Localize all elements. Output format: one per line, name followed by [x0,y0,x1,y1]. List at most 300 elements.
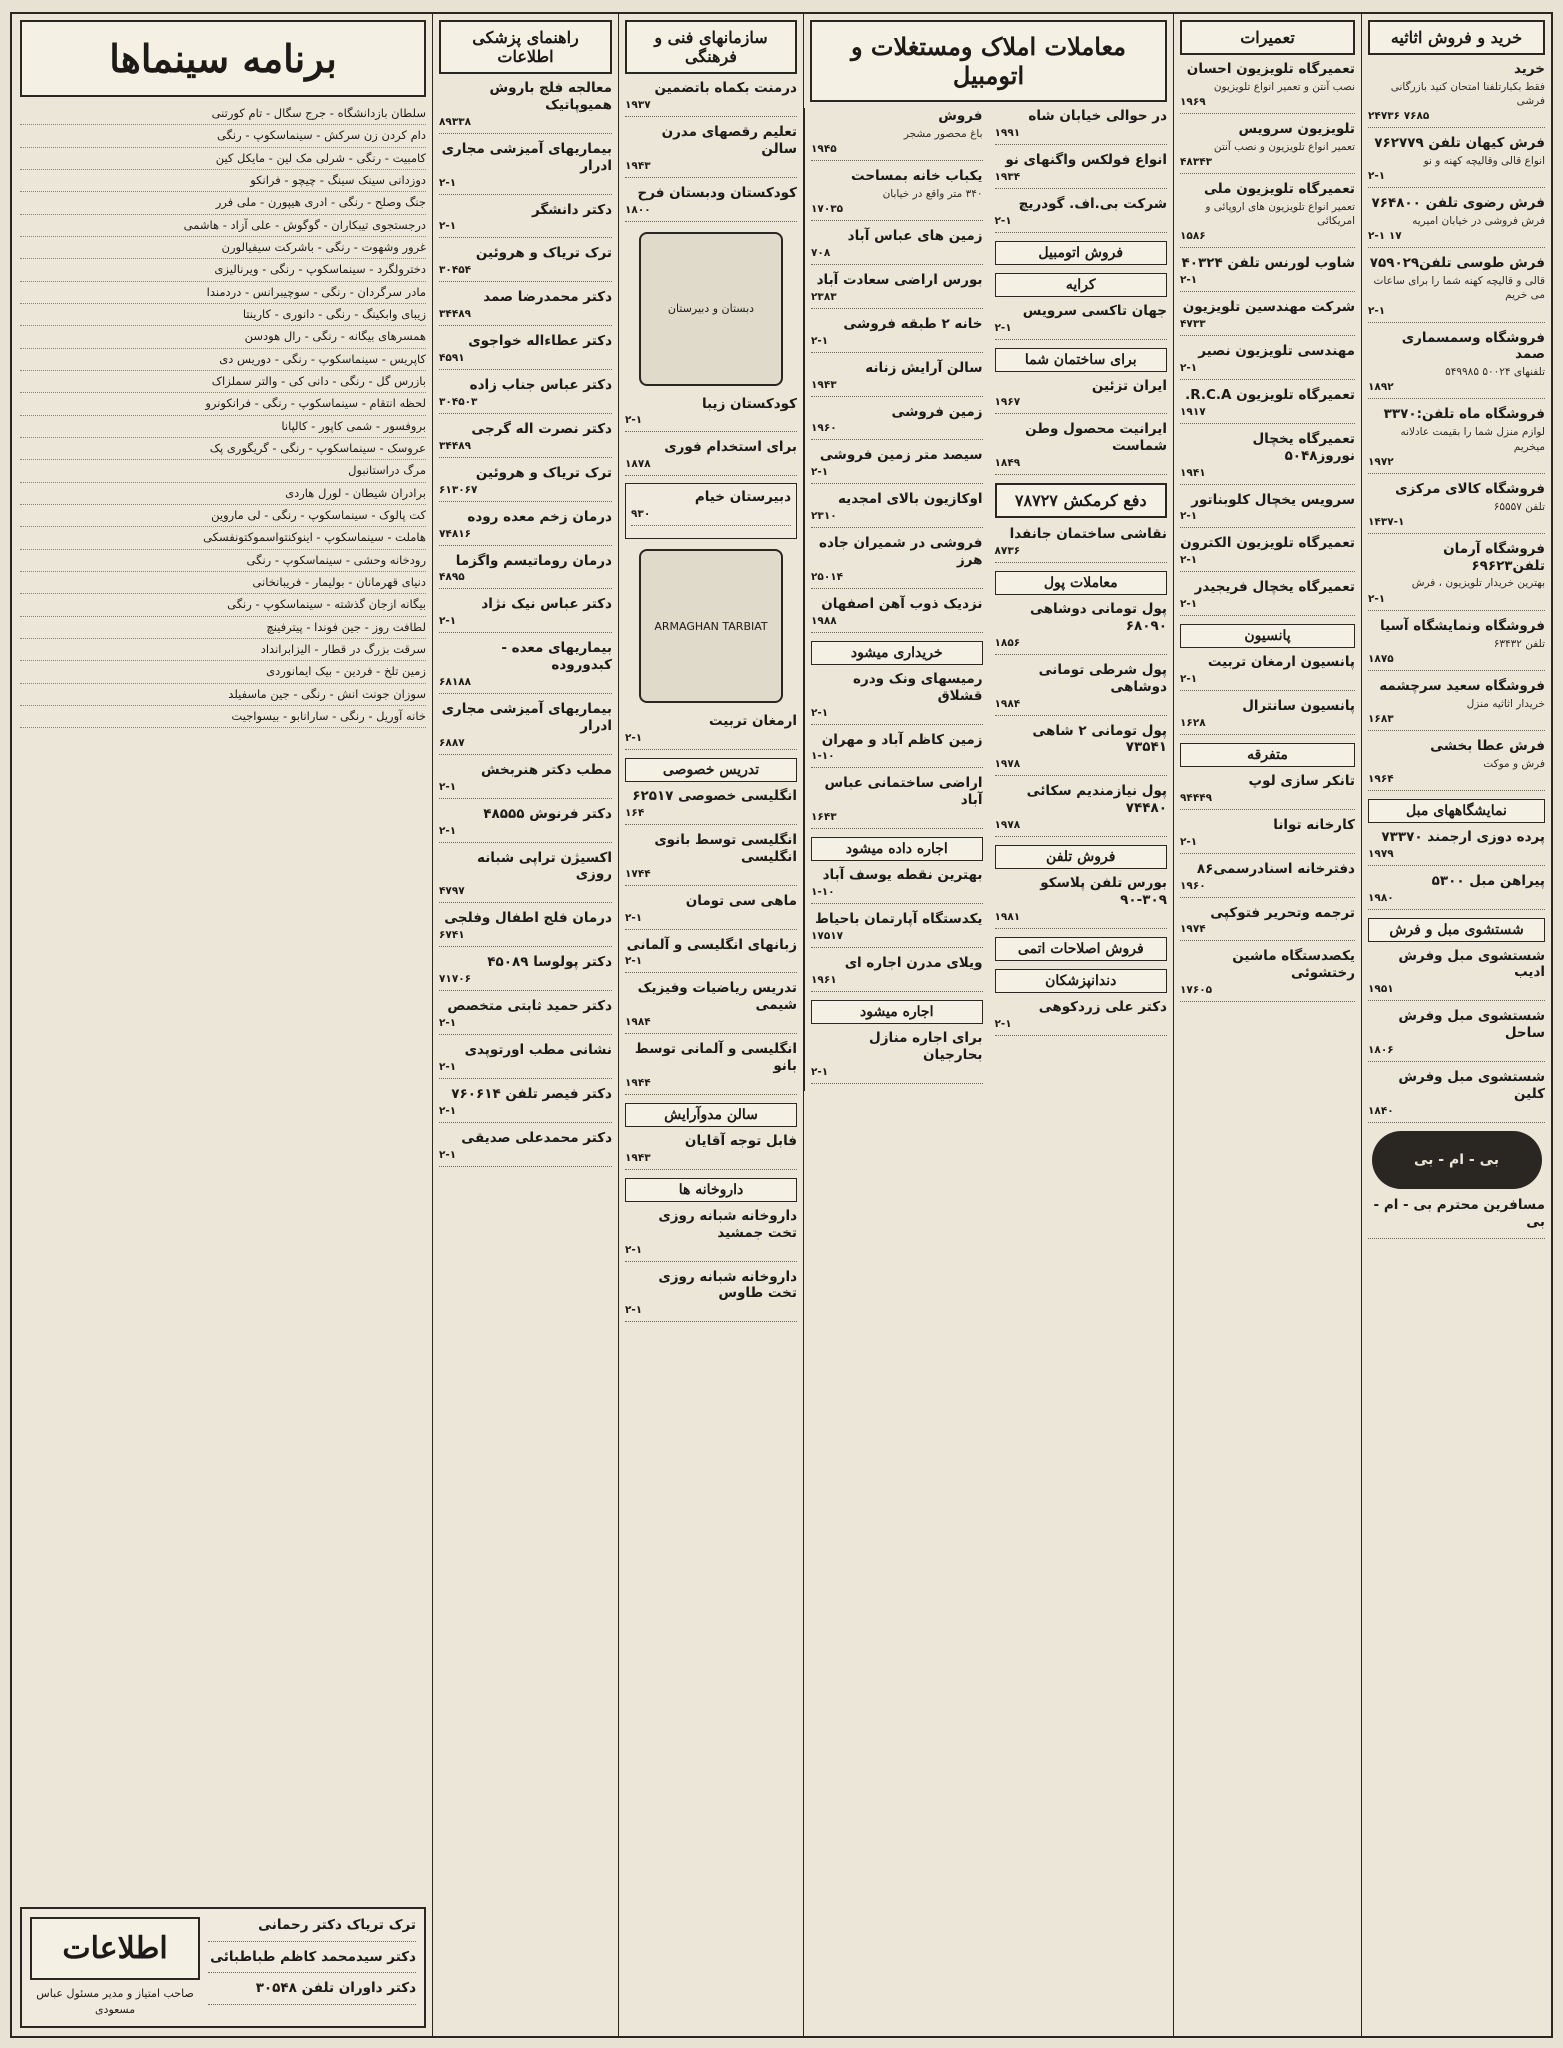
classified-ad [811,1030,983,1084]
classified-ad [625,832,797,886]
ad-title: پرده دوزی ارجمند ۷۳۳۷۰ [1381,828,1545,845]
ad-title: تعمیرگاه تلویزیون احسان [1186,61,1355,77]
ad-title: بیماریهای آمیزشی مجاری ادرار [441,140,612,174]
col1-sub2: شستشوی مبل و فرش [1368,918,1545,942]
ad-body: تلفن ۶۵۵۵۷ [1493,500,1545,513]
ad-code: ۲-۱ [1180,598,1198,611]
ad-code: ۱۹۸۸ [811,614,837,627]
col4-sub1: کرایه [995,273,1168,297]
classified-ad [625,124,797,178]
ad-code: ۱۶۸۳ [1368,712,1394,725]
classified-ad [995,662,1168,716]
ad-title: دکتر دانشگر [532,201,612,218]
ad-title: تعمیرگاه یخچال فریجیدر [1194,579,1355,596]
ad-code: ۱۹۷۴ [1180,923,1206,936]
ad-title: فرش رضوی تلفن ۷۶۴۸۰۰ [1371,195,1545,212]
ad-code: ۲-۱ [994,214,1012,227]
ad-code: ۱۸۴۰ [1368,1104,1394,1117]
ad-body: قالی و قالیچه کهنه شما را برای ساعات می خریم [1373,275,1545,302]
ad-title: رمیسهای ونک ودره قشلاق [853,670,983,704]
ad-code: ۲-۱ [625,1243,643,1256]
classified-ad [995,875,1168,929]
ad-code: ۴۷۹۷ [439,885,465,898]
classified-ad [439,80,612,134]
ad-code: ۲-۱ [439,220,457,233]
newspaper-page [10,12,1553,2038]
ad-code: ۱۹۸۰ [1368,891,1394,904]
ad-title: داروخانه شبانه روزی تخت جمشید [658,1207,797,1241]
col5-sub2: سالن مدوآرایش [625,1103,797,1127]
col4-sub2: برای ساختمان شما [995,348,1168,372]
ad-code: ۳۴۴۸۹ [439,308,472,321]
ad-title: سالن آرایش زنانه [865,359,983,376]
ad-title: فروشگاه آرمان تلفن۶۹۶۲۳ [1443,540,1545,574]
ad-code: ۲-۱ [625,732,643,744]
ad-code: ۲-۱ [994,1017,1012,1030]
classified-ad [1368,330,1545,400]
ad-title: دکتر حمید ثابتی متخصص [447,998,612,1014]
ad-code: ۲-۱ [1180,673,1198,686]
col4-sub5: فروش اصلاحات اتمی [995,937,1168,961]
ad-title: دکتر پولوسا ۴۵۰۸۹ [487,954,612,971]
ad-code: ۳۰۴۵۰۳ [439,395,478,408]
ad-code: ۱۶۴ [625,806,645,819]
cinema-entry: دام کردن زن سرکش - سینماسکوپ - رنگی [20,125,426,147]
classified-ad [1368,873,1545,910]
col-cinemas [14,14,432,2036]
ad-title: بورس تلفن پلاسکو ۳۰۹-۹۰ [1040,875,1167,908]
ad-code: ۲-۱ [1180,835,1198,848]
ad-title: شرکت بی.اف. گودریچ [1018,195,1167,212]
ad-code: ۱۸۰۶ [1368,1044,1394,1057]
classified-ad [811,955,983,992]
ad-title: دکتر عباس نیک نژاد [481,596,612,613]
ad-title: دکتر فرنوش ۴۸۵۵۵ [483,805,612,822]
ad-title: اراضی ساختمانی عباس آباد [824,775,983,809]
classified-ad [995,152,1168,189]
ad-code: ۳۰۴۵۴ [439,264,472,277]
ad-title: برای اجاره منازل بحارجیان [869,1029,983,1063]
ad-title: معالجه فلج باروش همیوپاتیک [489,80,612,113]
classified-ad [625,80,797,117]
col4-sub6: دندانپزشکان [995,969,1168,993]
ad-title: دکتر نصرت اله گرجی [471,420,612,437]
ad-body: ۳۴۰ متر واقع در خیابان [882,187,983,200]
classified-ad [439,141,612,195]
ad-title: دفترخانه اسنادرسمی۸۶ [1196,860,1355,877]
ad-title: خرید [1514,61,1545,77]
cinema-entry: دخترولگرد - سینماسکوپ - رنگی - ویرنالیزی [20,259,426,281]
classified-ad [439,333,612,370]
ad-code: ۹۴۴۴۹ [1180,791,1213,804]
ad-body: فرش و موکت [1483,757,1545,770]
ad-code: ۲-۱ [1180,274,1198,287]
col2-header: تعمیرات [1180,20,1355,55]
col1-foot-text: مسافرین محترم بی - ام - بی [1373,1196,1545,1230]
ad-title: پول شرطی تومانی دوشاهی [1038,661,1167,695]
classified-ad [995,303,1168,340]
classified-ad [439,553,612,590]
col3 [804,108,989,1091]
ad-title: ترجمه وتحریر فتوکپی [1210,904,1355,921]
ad-code: ۶۱۳۰۶۷ [439,483,478,496]
classified-ad [811,491,983,528]
classified-ad [1180,299,1355,336]
classified-ad [625,1208,797,1262]
classified-ad [1180,431,1355,485]
ad-title: درمان زخم معده روده [467,508,612,525]
ad-title: برای استخدام فوری [664,439,797,456]
classified-ad [439,245,612,282]
ad-code: ۱۹۴۵ [811,143,837,156]
cinema-entry: رودخانه وحشی - سینماسکوپ - رنگی [20,550,426,572]
ad-code: ۴۷۳۳ [1180,318,1206,331]
ad-code: ۲-۱ [1368,304,1386,317]
classified-ad [811,867,983,904]
ad-title: کودکستان زیبا [701,395,797,412]
ad-code: ۲۵۰۱۴ [811,570,844,583]
ad-code: ۱-۱۰ [811,750,835,763]
ad-body: انواع قالی وقالیچه کهنه و نو [1423,155,1545,168]
ad-title: دکتر فیصر تلفن ۷۶۰۶۱۴ [451,1085,612,1102]
ad-title: شستشوی مبل وفرش ادیب [1398,947,1545,981]
ad-code: ۲-۱ [625,955,643,968]
col-repairs [1173,14,1361,2036]
classified-ad [995,723,1168,777]
classified-ad [811,360,983,397]
ad-code: ۶۷۴۱ [439,929,465,942]
col3-sub2: اجاره داده میشود [811,837,983,861]
col2-sub1: پانسیون [1180,624,1355,648]
ad-title: بهترین نقطه یوسف آباد [822,867,983,884]
ad-title: انگلیسی توسط بانوی انگلیسی [654,831,797,865]
ad-title: ویلای مدرن اجاره ای [844,954,983,971]
classified-ad [1180,579,1355,616]
classified-ad [1180,121,1355,174]
ad-title: داروخانه شبانه روزی تخت طاوس [658,1268,797,1302]
ad-title: فروش [938,108,983,124]
cinema-entry: همسرهای بیگانه - رنگی - رال هودسن [20,326,426,348]
classified-ad [811,535,983,589]
pest-control-banner: دفع کرمکش ۷۸۷۲۷ [995,483,1168,518]
ad-code: ۱۹۶۴ [1368,772,1394,785]
ad-title: فروشگاه کالای مرکزی [1395,480,1545,497]
ad-title: درمان فلج اطفال وفلجی [444,910,612,927]
ad-title: درمان روماتیسم واگزما [455,552,612,569]
col7-box1: ترک تریاک دکتر رحمانی [208,1917,416,1942]
classified-ad [1180,817,1355,854]
ad-code: ۲-۱ [439,1104,457,1117]
ad-title: تعمیرگاه تلویزیون R.C.A. [1185,386,1355,403]
ad-title: پول تومانی دوشاهی ۶۸۰۹۰ [1029,601,1167,634]
col7-box3: دکتر داوران تلفن ۳۰۵۴۸ [208,1980,416,2005]
ad-code: ۲-۱ [1180,554,1198,567]
classified-ad [1180,861,1355,898]
ad-title: تعمیرگاه تلویزیون الکترون [1180,535,1355,552]
ad-code: ۱۹۴۳ [811,378,837,391]
ad-code: ۱۹۶۷ [994,396,1021,409]
ad-code: ۹۳۰ [631,508,651,521]
ad-code: ۲-۱ [439,1016,457,1029]
ad-title: انگلیسی و آلمانی توسط بانو [634,1041,797,1074]
ad-code: ۲-۱ [439,615,457,628]
classified-ad [1180,492,1355,529]
classified-ad [1368,481,1545,534]
ad-body: باغ محصور مشجر [903,127,983,140]
cinema-entry: سلطان بازدانشگاه - جرج سگال - تام کورتنی [20,103,426,125]
col5-box [625,483,797,539]
ad-title: زبانهای انگلیسی و آلمانی [626,936,797,953]
ad-title: دکتر محمدرضا صمد [483,289,612,306]
ad-title: درمنت بکماه باتضمین [654,80,797,96]
ad-code: ۲۴۷۳۶ ۷۶۸۵ [1368,110,1430,123]
ad-title: تدریس ریاضیات وفیزیک شیمی [637,980,797,1014]
classified-ad [1180,535,1355,572]
ad-code: ۱۹۶۱ [811,973,837,986]
ad-title: شستشوی مبل وفرش ساحل [1398,1008,1545,1042]
classified-ad [625,1269,797,1323]
classified-ad [625,713,797,750]
classified-ad [1180,181,1355,248]
ad-title: فروشگاه ونمایشگاه آسیا [1380,617,1545,634]
col1-sub1: نمایشگاههای مبل [1368,799,1545,823]
ad-body: تعمیر انواع تلویزیون های اروپائی و امریکائی [1205,200,1355,228]
classified-ad [625,893,797,930]
ad-title: سیصد متر زمین فروشی [819,447,983,464]
ad-code: ۱۹۴۱ [1180,466,1206,479]
ad-title: نزدیک ذوب آهن اصفهان [821,595,983,612]
ad-title: پانسیون سانترال [1242,698,1355,715]
ad-body: تلفن ۶۳۴۳۲ [1493,637,1545,650]
cinema-entry: خانه آوریل - رنگی - سارانابو - بیسواجیت [20,706,426,728]
ad-title: فروشگاه وسمسماری صمد [1401,329,1545,363]
ad-title: فروشگاه ماه تلفن:۳۳۷۰ [1383,406,1545,423]
ad-title: پیراهن مبل ۵۳۰۰ [1431,872,1545,889]
ad-code: ۱۵۸۶ [1180,230,1206,243]
cinema-entry: دوزدانی سینک سینگ - چیچو - فرانکو [20,170,426,192]
ad-code: ۴۸۹۵ [439,571,465,584]
col-realestate-wrap [803,14,1173,2036]
ad-code: ۱۹۸۴ [625,1016,651,1029]
ad-code: ۲-۱ [625,414,643,427]
ad-code: ۱۹۴۳ [625,159,651,172]
classified-ad [811,596,983,633]
col5-sub1: تدریس خصوصی [625,758,797,782]
cinema-entry: دنیای قهرمانان - بولیمار - فریبانخانی [20,572,426,594]
ad-code: ۶۸۸۷ [439,736,465,749]
ad-code: ۸۷۳۶ [994,545,1021,557]
classified-ad [995,999,1168,1036]
classified-ad [995,378,1168,415]
col6-header: راهنمای پزشکی اطلاعات [439,20,612,74]
ad-title: فروشگاه سعید سرچشمه [1379,677,1545,694]
ad-body: نصب آنتن و تعمیر انواع تلویزیون [1213,80,1355,93]
col5-sub3: داروخانه ها [625,1178,797,1202]
ad-title: تعمیرگاه تلویزیون ملی [1203,181,1355,198]
classified-ad [811,732,983,769]
classified-ad [1368,829,1545,866]
ad-title: ارمغان تربیت [708,713,797,730]
ad-code: ۸۹۳۳۸ [439,115,472,128]
cinema-entry: بازرس گل - رنگی - دانی کی - والتر سملزاک [20,371,426,393]
publisher-text: صاحب امتیاز و مدیر مسئول عباس مسعودی [36,1987,194,2017]
ad-title: دبیرستان خیام [694,489,791,506]
ad-code: ۲-۱ [811,706,829,719]
newspaper-logo: اطلاعات [30,1917,200,1981]
ad-code: ۱-۱۰ [811,886,835,899]
classified-ad [631,489,791,526]
classified-ad [439,806,612,843]
ad-title: فابل توجه آقایان [684,1132,797,1149]
classified-ad [1180,61,1355,114]
classified-ad [811,911,983,948]
ad-title: فروشی در شمیران جاده هرز [819,535,983,569]
classified-ad [1180,654,1355,691]
classified-ad [1368,1069,1545,1123]
ad-title: کارخانه توانا [1273,816,1355,833]
classified-ad [625,439,797,476]
ad-title: فرش کیهان تلفن ۷۶۲۷۷۹ [1374,135,1545,152]
ad-body: لوازم منزل شما را بقیمت عادلانه میخریم [1400,426,1545,453]
ad-body: بهترین خریدار تلویزیون ، فرش [1411,577,1545,590]
ad-title: شرکت مهندسین تلویزیون [1182,299,1355,316]
ad-title: مهندسی تلویزیون نصیر [1198,343,1355,360]
ad-title: ایران تزئین [1091,377,1167,394]
ad-title: فرش عطا بخشی [1430,737,1545,754]
ad-title: دکتر عباس جناب زاده [469,377,612,393]
ad-title: انواع فولکس واگنهای نو [1005,151,1167,168]
cinema-entry: سرقت بزرگ در قطار - الیزابرانداد [20,639,426,661]
classified-ad [625,980,797,1034]
ad-title: یکصدستگاه ماشین رختشوئی [1232,948,1355,982]
ad-code: ۱۹۱۷ [1180,405,1206,418]
classified-ad [625,937,797,974]
cinema-entry: کامبیت - رنگی - شرلی مک لین - مایکل کین [20,148,426,170]
classified-ad [1180,698,1355,735]
ad-code: ۱۹۶۰ [811,422,837,435]
col5-header: سازمانهای فنی و فرهنگی [625,20,797,74]
ad-title: پانسیون ارمغان تربیت [1207,654,1355,671]
classified-ad [811,272,983,309]
ad-body: تعمیر انواع تلویزیون و نصب آنتن [1213,140,1355,153]
classified-ad [1180,343,1355,380]
classified-ad [811,404,983,441]
ad-title: زمین کاظم آباد و مهران [821,731,983,748]
col1-foot [1368,1197,1545,1239]
cinema-entry: لحظه انتقام - سینماسکوپ - رنگی - فرانکونرو [20,393,426,415]
ad-code: ۱۹۹۱ [994,126,1021,139]
ad-code: ۲-۱ [811,1065,829,1078]
cinema-entry: سوزان جونت انش - رنگی - جین ماسفیلد [20,684,426,706]
classified-ad [1368,541,1545,611]
ad-code: ۱۹۸۴ [994,697,1021,710]
classified-ad [1368,678,1545,731]
classified-ad [625,396,797,433]
classified-ad [625,185,797,222]
col4-sub4: فروش تلفن [995,845,1168,869]
ad-title: پول نیازمندیم سکائی ۷۴۴۸۰ [1026,783,1167,817]
classified-ad [1368,406,1545,473]
classified-ad [1368,738,1545,791]
col-medical [432,14,618,2036]
cinema-list [20,103,426,728]
cinema-entry: کت پالوک - سینماسکوپ - رنگی - لی ماروین [20,505,426,527]
ad-title: ترک تریاک و هروئین [475,464,612,481]
ad-code: ۱۹۷۲ [1368,455,1394,468]
ad-code: ۲-۱ [439,780,457,793]
classified-ad [811,671,983,725]
classified-ad [1180,255,1355,292]
classified-ad [1368,135,1545,188]
ad-code: ۴۸۳۴۳ [1180,156,1213,169]
cinema-entry: بروفسور - شمی کاپور - کالپانا [20,416,426,438]
cinema-entry: عروسک - سینماسکوپ - رنگی - گریگوری پک [20,438,426,460]
ad-title: تعمیرگاه یخچال نوروز۵۰۴۸ [1252,430,1355,464]
classified-ad [625,788,797,825]
ad-code: ۲-۱ [439,176,457,189]
classified-ad [439,954,612,991]
ad-code: ۱۹۷۹ [1368,847,1394,860]
classified-ad [439,910,612,947]
ad-title: اوکازیون بالای امجدیه [838,491,983,508]
classified-ad [1180,905,1355,942]
classified-ad [1368,61,1545,128]
ad-code: ۲-۱ [1180,510,1198,523]
classified-ad [811,316,983,353]
ad-title: پول تومانی ۲ شاهی ۷۳۵۴۱ [1032,722,1167,756]
ad-title: مطب دکتر هنربخش [480,761,612,778]
cinema-entry: درجستجوی تیبکاران - گوگوش - علی آزاد - هاشمی [20,215,426,237]
ad-code: ۱۶۴۳ [811,811,837,824]
ad-title: بورس اراضی سعادت آباد [816,271,983,288]
ad-title: ترک تریاک و هروئین [475,245,612,262]
ad-code: ۷۴۸۱۶ [439,527,472,540]
ad-code: ۱۸۷۵ [1368,652,1394,665]
ad-code: ۱۸۰۰ [625,203,651,216]
classified-ad [439,509,612,546]
ad-code: ۱۹۳۷ [625,98,651,111]
armaghan-emblem: ARMAGHAN TARBIAT [639,549,783,703]
ad-code: ۱۸۴۹ [994,457,1021,470]
classified-ad [811,775,983,829]
col7-box2: دکتر سیدمحمد کاظم طباطبائی [208,1949,416,1974]
ad-title: جهان تاکسی سرویس [1022,302,1167,319]
ad-title: تلویزیون سرویس [1238,121,1355,138]
ad-code: ۷۰۸ [811,246,831,259]
ad-code: ۱۷۶۰۵ [1180,984,1213,997]
ad-title: دکتر علی زردکوهی [1038,998,1167,1015]
classified-ad [439,640,612,694]
ad-title: ماهی سی تومان [685,892,797,909]
masthead-box [20,1907,426,2028]
ad-title: دکتر عطاءاله خواجوی [468,333,612,350]
classified-ad [1180,387,1355,424]
ad-title: دکتر محمدعلی صدیقی [461,1129,612,1146]
col4 [989,108,1174,1091]
classified-ad [995,526,1168,563]
classified-ad [625,1041,797,1095]
classified-ad [439,421,612,458]
ad-code: ۲-۱ [811,334,829,347]
ad-code: ۱۸۵۶ [994,636,1021,649]
ad-title: خانه ۲ طبقه فروشی [843,315,983,332]
ad-title: شستشوی مبل وفرش کلین [1398,1069,1545,1102]
ad-code: ۲-۱ [1180,361,1198,374]
columns-row [12,14,1551,2036]
classified-ad [1180,773,1355,810]
cinema-entry: زیبای وابکینگ - رنگی - دانوری - کارینتا [20,304,426,326]
classified-ad [625,1133,797,1170]
